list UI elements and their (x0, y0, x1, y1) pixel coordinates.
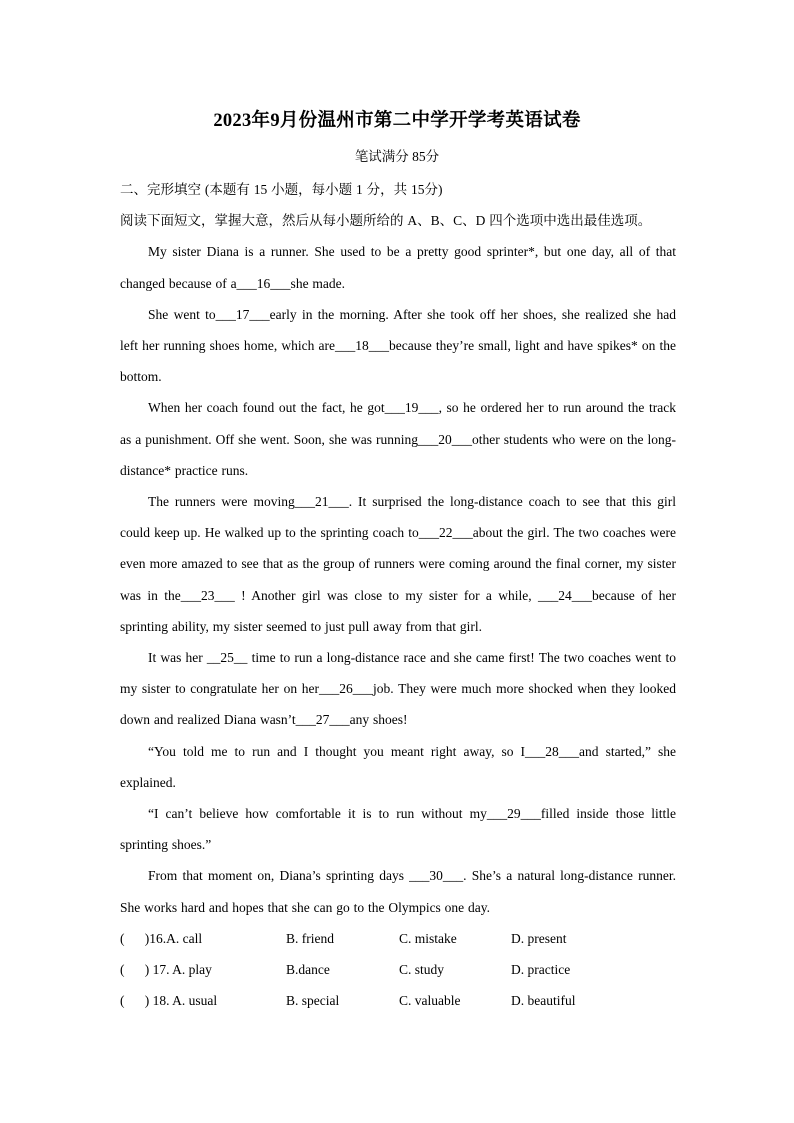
passage-paragraph: “I can’t believe how comfortable it is to run without my___29___filled inside those little sprinting shoes.” (120, 806, 676, 853)
question-row (120, 954, 676, 985)
exam-content (120, 174, 676, 1016)
option-b: B.dance (286, 962, 330, 978)
passage-paragraph: It was her __25__ time to run a long-distance race and she came first! The two coaches went to my sister to congratulate her on her___26___job. They were much more shocked when they looked down and realized Diana wasn’t___27___any shoes! (120, 650, 676, 728)
exam-subtitle: 笔试满分 85分 (354, 149, 440, 164)
question-row (120, 923, 676, 954)
question-number-option-a: ( ) 18. A. usual (120, 993, 218, 1009)
option-b: B. special (286, 993, 340, 1009)
option-d: D. beautiful (511, 993, 576, 1009)
passage-paragraph: When her coach found out the fact, he got___19___, so he ordered her to run around the track as a punishment. Off she went. Soon, she was running___20___other students who were on the long-distance* practice runs. (120, 400, 676, 478)
passage-paragraph: She went to___17___early in the morning. After she took off her shoes, she realized she had left her running shoes home, which are___18___because they’re small, light and have spikes* on the bottom. (120, 306, 676, 385)
option-c: C. study (399, 962, 445, 978)
passage-paragraph: The runners were moving___21___. It surprised the long-distance coach to see that this girl could keep up. He walked up to the sprinting coach to___22___about the girl. The two coaches were even more amazed to see that as the group of runners were coming around the final corner, my sister was in the___23___ ! Another girl was close to my sister for a while, ___24___because of her sprinting ability, my sister seemed to just pull away from that girl. (120, 494, 676, 634)
question-number-option-a: ( )16.A. call (120, 930, 203, 946)
passage-paragraph: My sister Diana is a runner. She used to be a pretty good sprinter*, but one day, all of that changed because of a___16___she made. (120, 244, 676, 291)
question-number-option-a: ( ) 17. A. play (120, 962, 212, 978)
option-b: B. friend (286, 930, 334, 946)
option-c: C. mistake (399, 930, 457, 946)
option-d: D. practice (511, 962, 571, 978)
section-heading: 二、完形填空 (本题有 15 小题，每小题 1 分，共 15分) (120, 182, 443, 197)
option-d: D. present (511, 930, 567, 946)
question-row (120, 985, 676, 1016)
exam-title: 2023年9月份温州市第二中学开学考英语试卷 (213, 111, 581, 131)
section-instruction: 阅读下面短文，掌握大意，然后从每小题所给的 A、B、C、D 四个选项中选出最佳选项。 (120, 213, 652, 229)
option-c: C. valuable (399, 993, 461, 1009)
passage-paragraph: “You told me to run and I thought you meant right away, so I___28___and started,” she explained. (120, 743, 676, 790)
passage-paragraph: From that moment on, Diana’s sprinting days ___30___. She’s a natural long-distance runner. She works hard and hopes that she can go to the Olympics one day. (120, 868, 676, 915)
